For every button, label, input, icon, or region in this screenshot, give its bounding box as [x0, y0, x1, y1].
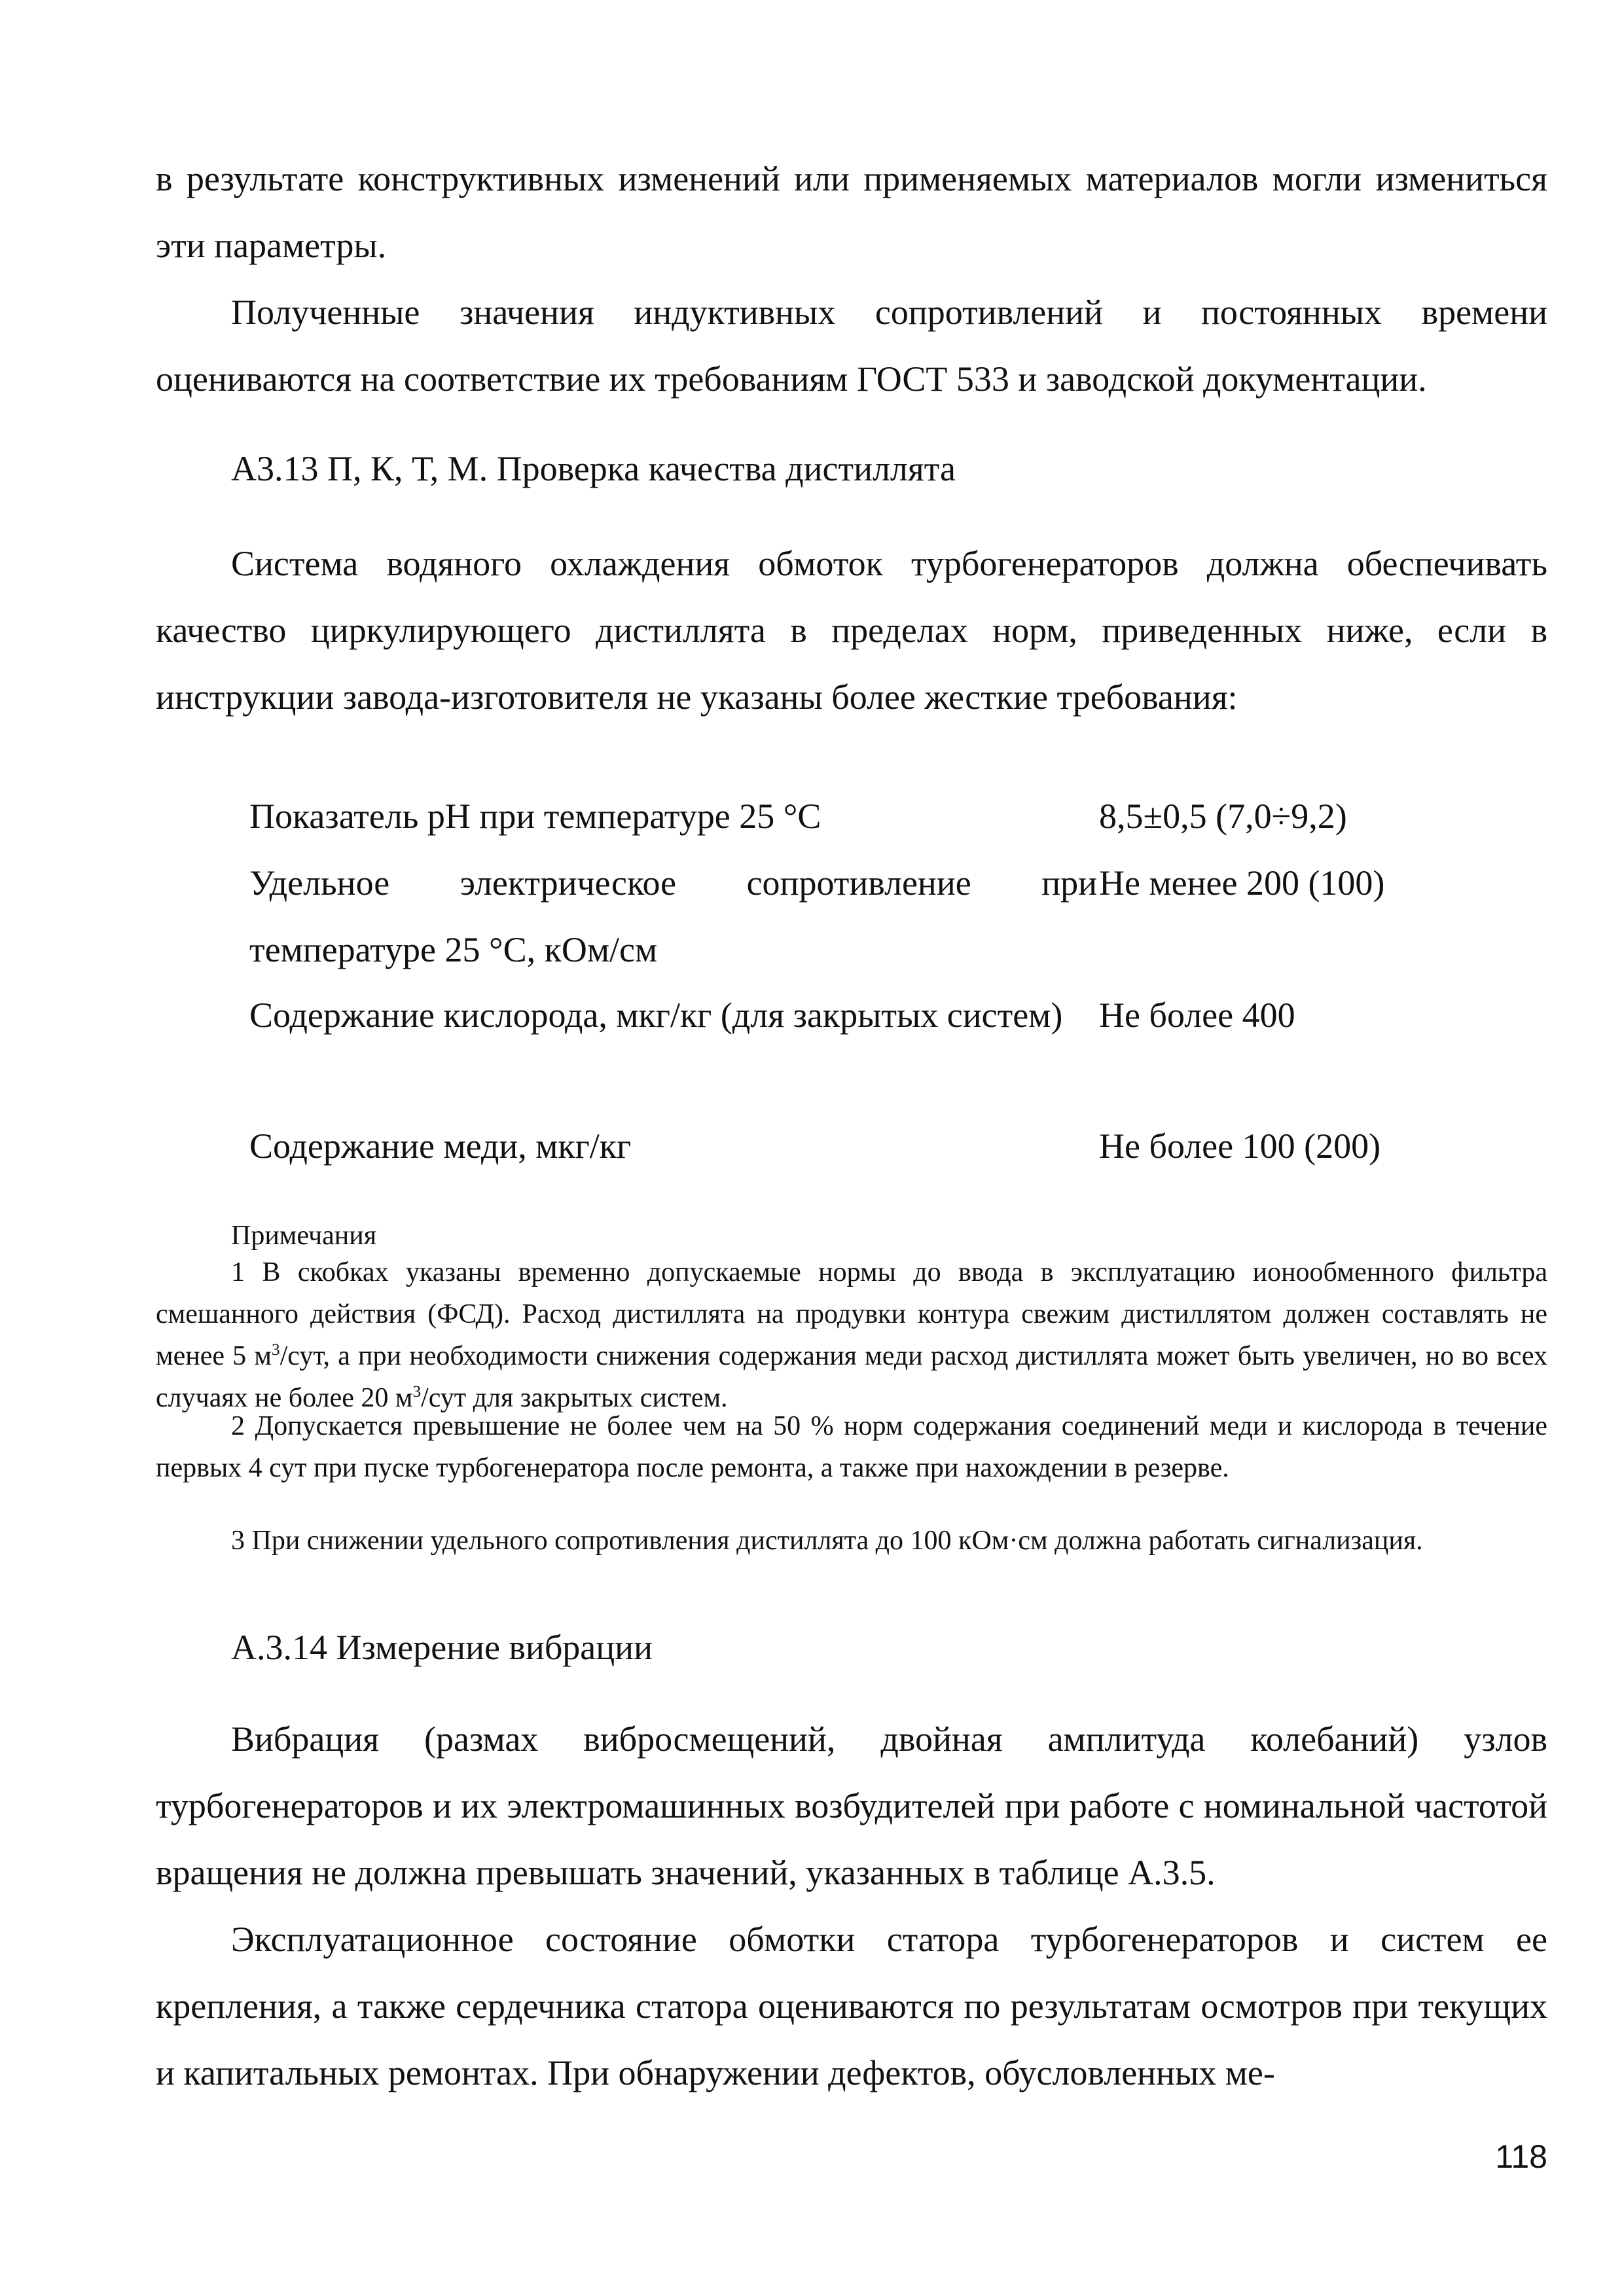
param-label: Удельное электрическое сопротивление при температуре 25 °С, кОм/см — [249, 863, 1097, 969]
param-label: Показатель pH при температуре 25 °С — [249, 797, 821, 836]
param-value: 8,5±0,5 (7,0÷9,2) — [1099, 797, 1347, 836]
note-1-sup-1: 3 — [271, 1341, 280, 1359]
notes-title: Примечания — [231, 1221, 377, 1251]
note-1-text-c: /сут для закрытых систем. — [421, 1383, 728, 1413]
note-1-text-a: 1 В скобках указаны временно допускаемые нормы до ввода в эксплуатацию ионообменного фильтра смешанного действия (ФСД). Расход дистиллята на продувки контура свежим дистиллятом должен составлять не менее 5 м — [156, 1257, 1547, 1371]
note-1-sup-2: 3 — [412, 1383, 422, 1401]
param-value: Не более 400 — [1099, 996, 1295, 1035]
param-label: Содержание кислорода, мкг/кг (для закрытых систем) — [249, 996, 1063, 1035]
paragraph-cooling-system: Система водяного охлаждения обмоток турбогенераторов должна обеспечивать качество циркулирующего дистиллята в пределах норм, приведенных ниже, если в инструкции завода-изготовителя не указаны более жесткие требования: — [156, 544, 1547, 717]
paragraph-stator-condition: Эксплуатационное состояние обмотки статора турбогенераторов и систем ее крепления, а также сердечника статора оцениваются по результатам осмотров при текущих и капитальных ремонтах. При обнаружении дефектов, обусловленных ме- — [156, 1920, 1547, 2092]
note-1-text-b: /сут, а при необходимости снижения содержания меди расход дистиллята может быть увеличен, но во всех случаях не более 20 м — [156, 1341, 1547, 1413]
param-value: Не менее 200 (100) — [1099, 863, 1385, 903]
section-heading-a313: А3.13 П, К, Т, М. Проверка качества дистиллята — [231, 449, 956, 488]
paragraph-continuation: в результате конструктивных изменений или применяемых материалов могли измениться эти параметры. — [156, 159, 1547, 265]
note-1 — [156, 1251, 1547, 1419]
page-number: 118 — [1495, 2138, 1547, 2175]
paragraph-inductive-resistances: Полученные значения индуктивных сопротивлений и постоянных времени оцениваются на соответствие их требованиям ГОСТ 533 и заводской документации. — [156, 293, 1547, 399]
param-label: Содержание меди, мкг/кг — [249, 1126, 632, 1166]
note-2: 2 Допускается превышение не более чем на 50 % норм содержания соединений меди и кислорода в течение первых 4 сут при пуске турбогенератора после ремонта, а также при нахождении в резерве. — [156, 1411, 1547, 1483]
paragraph-vibration: Вибрация (размах вибросмещений, двойная амплитуда колебаний) узлов турбогенераторов и их электромашинных возбудителей при работе с номинальной частотой вращения не должна превышать значений, указанных в таблице А.3.5. — [156, 1719, 1547, 1892]
section-heading-a314: А.3.14 Измерение вибрации — [231, 1628, 653, 1667]
param-value: Не более 100 (200) — [1099, 1126, 1381, 1166]
note-3: 3 При снижении удельного сопротивления дистиллята до 100 кОм·см должна работать сигнализация. — [231, 1526, 1423, 1556]
